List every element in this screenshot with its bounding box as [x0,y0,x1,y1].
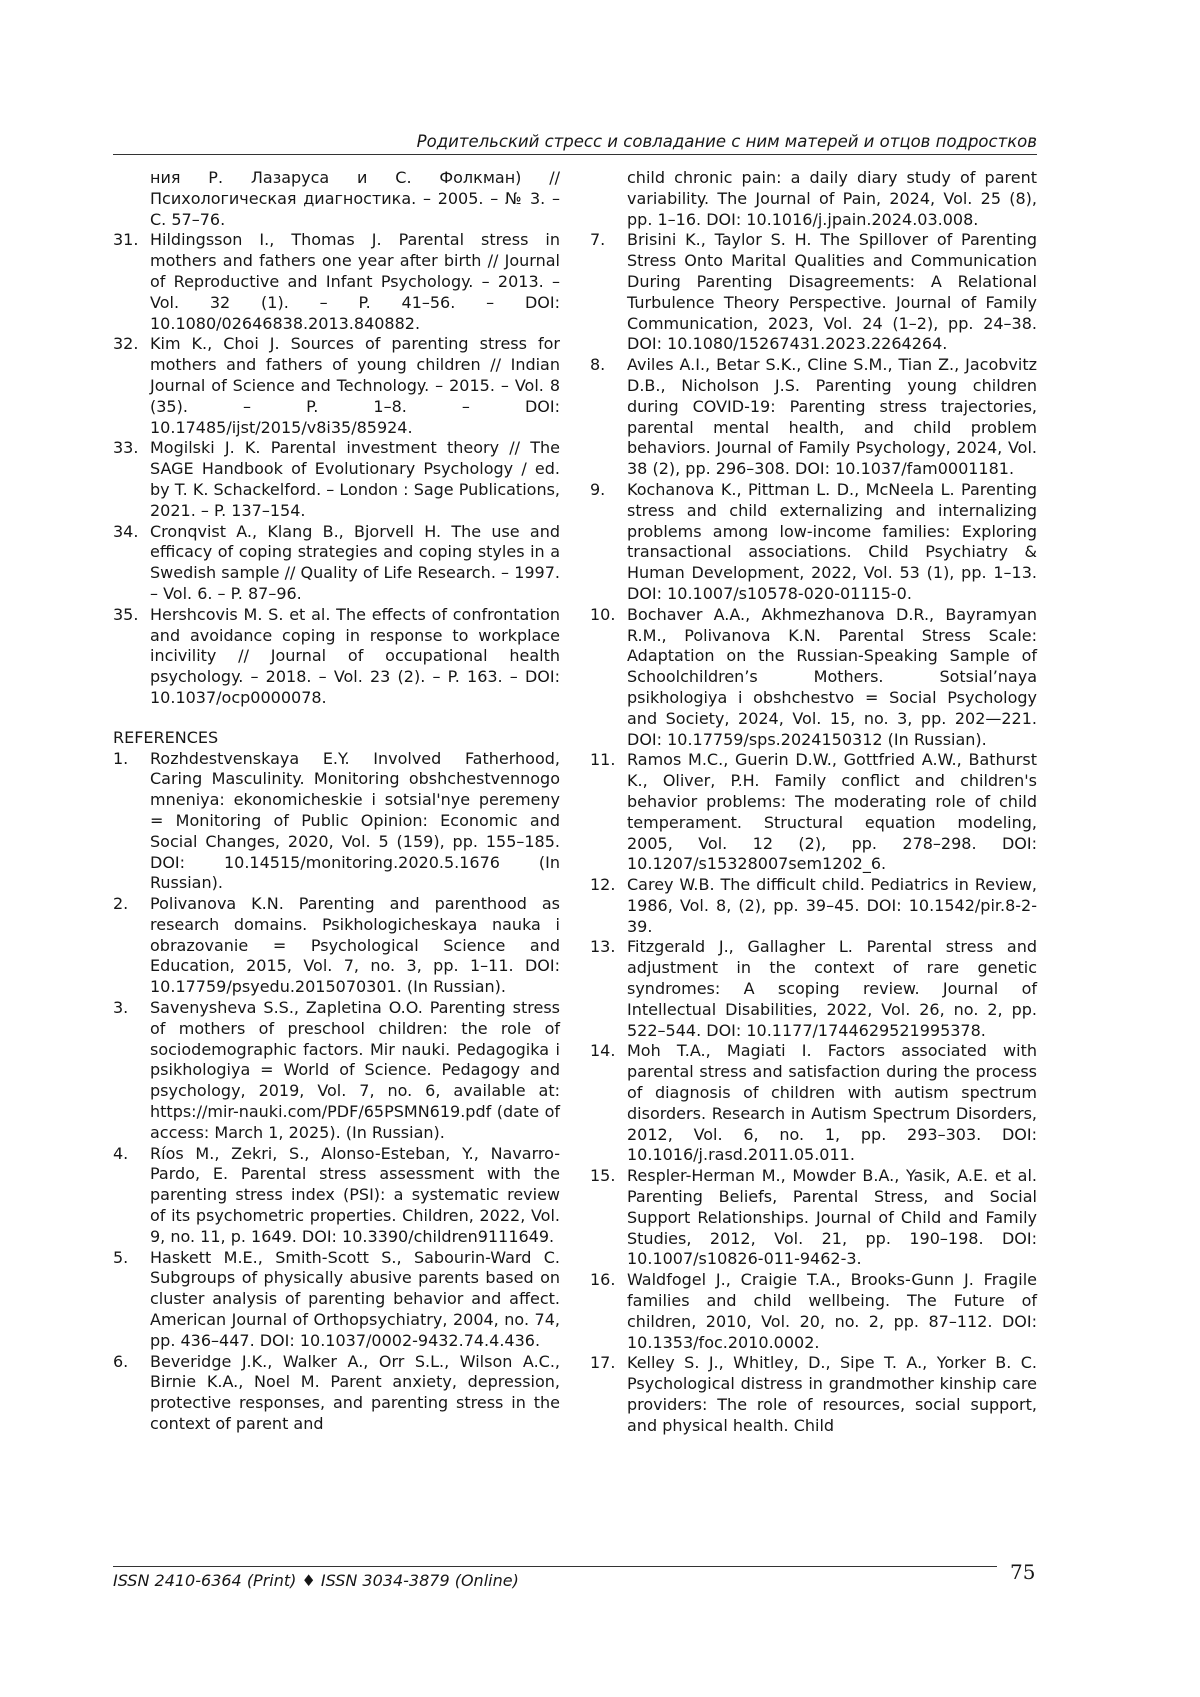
entry-number: 16. [590,1270,616,1290]
entry-number: 13. [590,937,616,957]
reference-entry-7 [590,230,1037,355]
entry-number: 12. [590,875,616,895]
entry-text: Kelley S. J., Whitley, D., Sipe T. A., Yorker B. C. Psychological distress in grandmother kinship care providers: The role of resources, social support, and physical health. Child [627,1353,1037,1435]
entry-text: Hildingsson I., Thomas J. Parental stress in mothers and fathers one year after birth // Journal of Reproductive and Infant Psychology. – 2013. – Vol. 32 (1). – P. 41–56. – DOI: 10.1080/02646838.2013.840882. [150,230,560,333]
entry-number: 8. [590,355,606,375]
entry-text: Polivanova K.N. Parenting and parenthood as research domains. Psikhologicheskaya nauka i obrazovanie = Psychological Science and Education, 2015, Vol. 7, no. 3, pp. 1–11. DOI: 10.17759/psyedu.2015070301. (In Russian). [150,894,560,997]
reference-entry-8 [590,355,1037,480]
entry-text: Moh T.A., Magiati I. Factors associated with parental stress and satisfaction during the process of diagnosis of children with autism spectrum disorders. Research in Autism Spectrum Disorders, 2012, Vol. 6, no. 1, pp. 293–303. DOI: 10.1016/j.rasd.2011.05.011. [627,1041,1037,1165]
entry-number: 11. [590,750,616,770]
continuation-text: child chronic pain: a daily diary study of parent variability. The Journal of Pain, 2024, Vol. 25 (8), pp. 1–16. DOI: 10.1016/j.jpain.2024.03.008. [627,168,1037,229]
reference-entry-13 [590,937,1037,1041]
footer-rule [113,1566,997,1567]
entry-text: Bochaver A.A., Akhmezhanova D.R., Bayramyan R.M., Polivanova K.N. Parental Stress Scale: Adaptation on the Russian-Speaking Sample of Schoolchildren’s Mothers. Sotsial’naya psikhologiya i obshchestvo = Social Psychology and Society, 2024, Vol. 15, no. 3, pp. 202—221. DOI: 10.17759/sps.2024150312 (In Russian). [627,604,1037,749]
entry-text: Haskett M.E., Smith-Scott S., Sabourin-Ward C. Subgroups of physically abusive parents based on cluster analysis of parenting behavior and affect. American Journal of Orthopsychiatry, 2004, no. 74, pp. 436–447. DOI: 10.1037/0002-9432.74.4.436. [150,1247,560,1350]
entry-text: Beveridge J.K., Walker A., Orr S.L., Wilson A.C., Birnie K.A., Noel M. Parent anxiety, depression, protective responses, and parenting stress in the context of parent and [150,1351,560,1434]
header-rule [113,154,1037,155]
entry-number: 31. [113,230,139,250]
entry-number: 10. [590,604,616,624]
page-number: 75 [1010,1560,1036,1584]
reference-entry-35 [113,605,560,709]
entry-number: 1. [113,748,129,768]
reference-entry-14 [590,1041,1037,1166]
right-column [590,168,1037,1437]
continuation-text: ния Р. Лазаруса и С. Фолкман) // Психологическая диагностика. – 2005. – № 3. – С. 57–76. [150,168,560,229]
left-column [113,168,560,1435]
reference-entry-17 [590,1353,1037,1436]
reference-entry-3 [113,998,560,1144]
entry-text: Carey W.B. The difficult child. Pediatrics in Review, 1986, Vol. 8, (2), pp. 39–45. DOI: 10.1542/pir.8-2-39. [627,875,1037,936]
entry-number: 6. [113,1351,129,1371]
entry-text: Hershcovis M. S. et al. The effects of confrontation and avoidance coping in response to workplace incivility // Journal of occupational health psychology. – 2018. – Vol. 23 (2). – P. 163. – DOI: 10.1037/ocp0000078. [150,604,560,707]
reference-entry-1 [113,749,560,895]
entry-text: Ríos M., Zekri, S., Alonso-Esteban, Y., Navarro-Pardo, E. Parental stress assessment with the parenting stress index (PSI): a systematic review of its psychometric properties. Children, 2022, Vol. 9, no. 11, p. 1649. DOI: 10.3390/children9111649. [150,1143,560,1246]
reference-entry-15 [590,1166,1037,1270]
reference-entry-11 [590,750,1037,875]
reference-entry-31 [113,230,560,334]
entry-number: 9. [590,479,606,499]
reference-entry-12 [590,875,1037,937]
entry-number: 4. [113,1143,129,1163]
entry-text: Aviles A.I., Betar S.K., Cline S.M., Tian Z., Jacobvitz D.B., Nicholson J.S. Parenting young children during COVID-19: Parenting stress trajectories, parental mental health, and child problem behaviors. Journal of Family Psychology, 2024, Vol. 38 (2), pp. 296–308. DOI: 10.1037/fam0001181. [627,355,1037,479]
reference-entry-10 [590,605,1037,751]
entry-number: 7. [590,230,606,250]
reference-entry-33 [113,438,560,521]
reference-entry-32 [113,334,560,438]
entry-text: Fitzgerald J., Gallagher L. Parental stress and adjustment in the context of rare genetic syndromes: A scoping review. Journal of Intellectual Disabilities, 2022, Vol. 26, no. 2, pp. 522–544. DOI: 10.1177/17446295219953​78. [627,937,1037,1040]
reference-entry-6 [113,1352,560,1435]
entry-text: Respler-Herman M., Mowder B.A., Yasik, A.E. et al. Parenting Beliefs, Parental Stress, and Social Support Relationships. Journal of Child and Family Studies, 2012, Vol. 21, pp. 190–198. DOI: 10.1007/s10826-011-9462-3. [627,1166,1037,1269]
reference-entry-34 [113,522,560,605]
references-heading: REFERENCES [113,727,219,747]
entry-text: Rozhdestvenskaya E.Y. Involved Fatherhood, Caring Masculinity. Monitoring obshchestvennogo mneniya: ekonomicheskie i sotsial'nye peremeny = Monitoring of Public Opinion: Economic and Social Changes, 2020, Vol. 5 (159), pp. 155–185. DOI: 10.14515/monitoring.2020.5.1676 (In Russian). [150,748,560,893]
reference-entry-4 [113,1144,560,1248]
entry-number: 34. [113,521,139,541]
entry-text: Waldfogel J., Craigie T.A., Brooks-Gunn J. Fragile families and child wellbeing. The Future of children, 2010, Vol. 20, no. 2, pp. 87–112. DOI: 10.1353/foc.2010.0002. [627,1270,1037,1352]
entry-number: 33. [113,438,139,458]
entry-number: 35. [113,604,139,624]
entry-text: Ramos M.C., Guerin D.W., Gottfried A.W., Bathurst K., Oliver, P.H. Family conflict and children's behavior problems: The moderating role of child temperament. Structural equation modeling, 2005, Vol. 12 (2), pp. 278–298. DOI: 10.1207/s15328007sem1202_6. [627,750,1037,874]
entry-text: Cronqvist A., Klang B., Bjorvell H. The use and efficacy of coping strategies and coping styles in a Swedish sample // Quality of Life Research. – 1997. – Vol. 6. – P. 87–96. [150,521,560,603]
entry-text: Brisini K., Taylor S. H. The Spillover of Parenting Stress Onto Marital Qualities and Communication During Parenting Disagreements: A Relational Turbulence Theory Perspective. Journal of Family Communication, 2023, Vol. 24 (1–2), pp. 24–38. DOI: 10.1080/15267431.2023.2264264. [627,230,1037,354]
entry-number: 32. [113,334,139,354]
reference-entry-2 [113,894,560,998]
entry-number: 15. [590,1166,616,1186]
entry-text: Mogilski J. K. Parental investment theory // The SAGE Handbook of Evolutionary Psychology / ed. by T. K. Schackelford. – London : Sage Publications, 2021. – P. 137–154. [150,438,560,520]
entry-text: Savenysheva S.S., Zapletina O.O. Parenting stress of mothers of preschool children: the role of sociodemographic factors. Mir nauki. Pedagogika i psikhologiya = World of Science. Pedagogy and psychology, 2019, Vol. 7, no. 6, available at: https://mir-nauki.com/PDF/65PSMN619.pdf (date of access: March 1, 2025). (In Russian). [150,998,560,1142]
page-header-title: Родительский стресс и совладание с ним матерей и отцов подростков [416,132,1037,151]
entry-number: 3. [113,998,129,1018]
entry-text: Kim K., Choi J. Sources of parenting stress for mothers and fathers of young children // Indian Journal of Science and Technology. – 2015. – Vol. 8 (35). – P. 1–8. – DOI: 10.17485/ijst/2015/v8i35/85924. [150,334,560,437]
reference-entry-16 [590,1270,1037,1353]
footer-issn: ISSN 2410-6364 (Print) ♦ ISSN 3034-3879 (Online) [113,1571,519,1590]
entry-number: 5. [113,1247,129,1267]
reference-entry-9 [590,480,1037,605]
entry-text: Kochanova K., Pittman L. D., McNeela L. Parenting stress and child externalizing and internalizing problems among low-income families: Exploring transactional associations. Child Psychiatry & Human Development, 2022, Vol. 53 (1), pp. 1–13. DOI: 10.1007/s10578-020-01115-0. [627,479,1037,603]
reference-entry-5 [113,1248,560,1352]
entry-number: 14. [590,1041,616,1061]
entry-number: 17. [590,1353,616,1373]
entry-number: 2. [113,894,129,914]
